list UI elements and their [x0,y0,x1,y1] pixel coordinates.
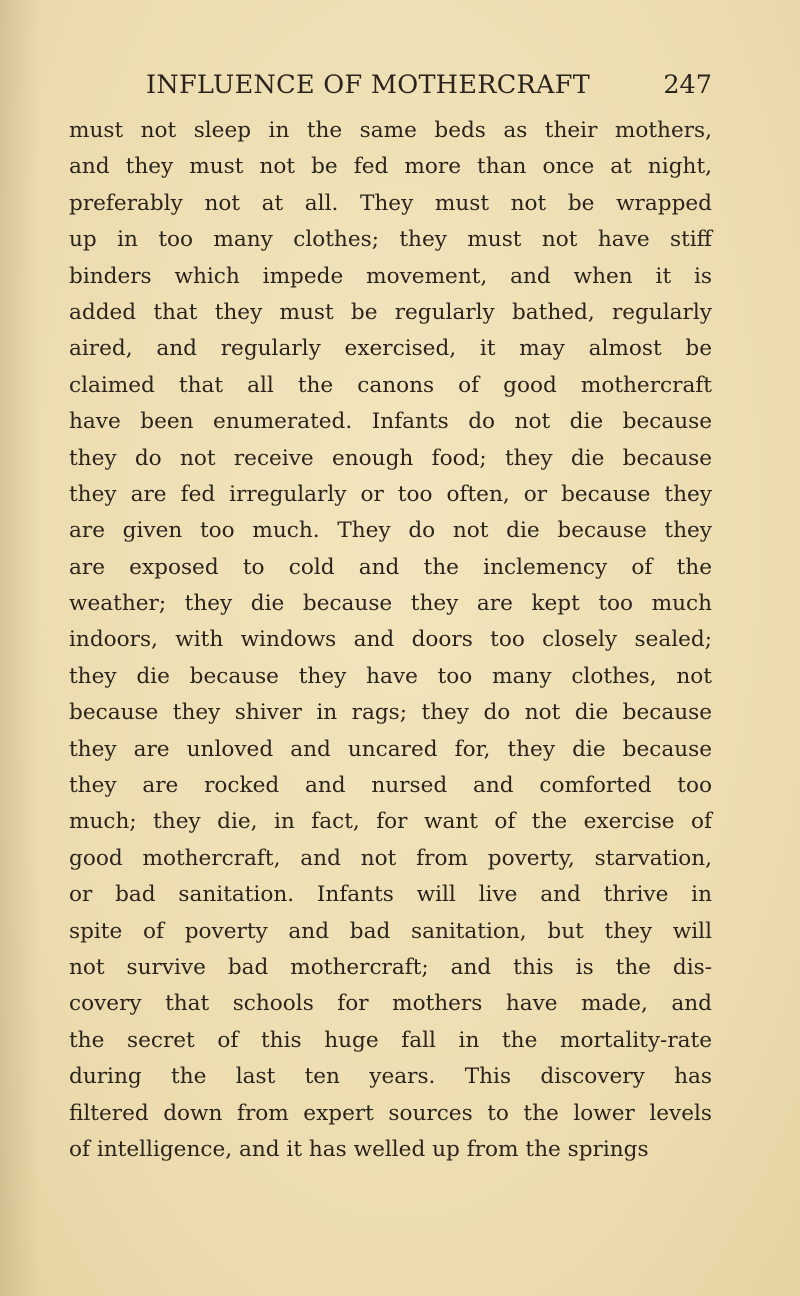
text-line: of intelligence, and it has welled up from the springs [69,1136,649,1162]
text-line: spite of poverty and bad sanitation, but they will [69,918,712,944]
text-line: they die because they have too many clothes, not [69,663,712,689]
text-line: filtered down from expert sources to the lower levels [69,1100,712,1126]
text-line: binders which impede movement, and when it is [69,263,712,289]
text-line: up in too many clothes; they must not have stiff [69,227,712,253]
text-line: they are fed irregularly or too often, or because they [69,481,712,507]
page-header [146,70,712,110]
text-line: they are unloved and uncared for, they die because [69,736,712,762]
text-line: are exposed to cold and the inclemency of the [69,554,712,580]
text-line: have been enumerated. Infants do not die because [69,409,712,435]
text-line: weather; they die because they are kept too much [69,591,712,617]
running-head: INFLUENCE OF MOTHERCRAFT [146,70,591,100]
text-line: indoors, with windows and doors too closely sealed; [69,627,712,653]
text-line: they do not receive enough food; they die because [69,445,712,471]
text-line: because they shiver in rags; they do not die because [69,700,712,726]
text-line: good mothercraft, and not from poverty, starvation, [69,845,712,871]
text-line: added that they must be regularly bathed, regularly [69,299,712,325]
text-line: preferably not at all. They must not be wrapped [69,190,712,216]
text-line: during the last ten years. This discovery has [69,1064,712,1090]
text-line: aired, and regularly exercised, it may almost be [69,336,712,362]
text-line: and they must not be fed more than once at night, [69,154,712,180]
text-line: are given too much. They do not die because they [69,518,712,544]
text-line: must not sleep in the same beds as their mothers, [69,118,712,143]
text-line: much; they die, in fact, for want of the exercise of [69,809,712,835]
body-text [69,113,712,1168]
text-line: claimed that all the canons of good mothercraft [69,372,712,398]
text-line: the secret of this huge fall in the mortality-rate [69,1027,712,1053]
text-line: covery that schools for mothers have made, and [69,991,712,1017]
text-line: or bad sanitation. Infants will live and thrive in [69,882,712,908]
page-number: 247 [663,70,712,100]
text-line: they are rocked and nursed and comforted too [69,773,712,799]
text-line: not survive bad mothercraft; and this is the dis- [69,954,712,980]
